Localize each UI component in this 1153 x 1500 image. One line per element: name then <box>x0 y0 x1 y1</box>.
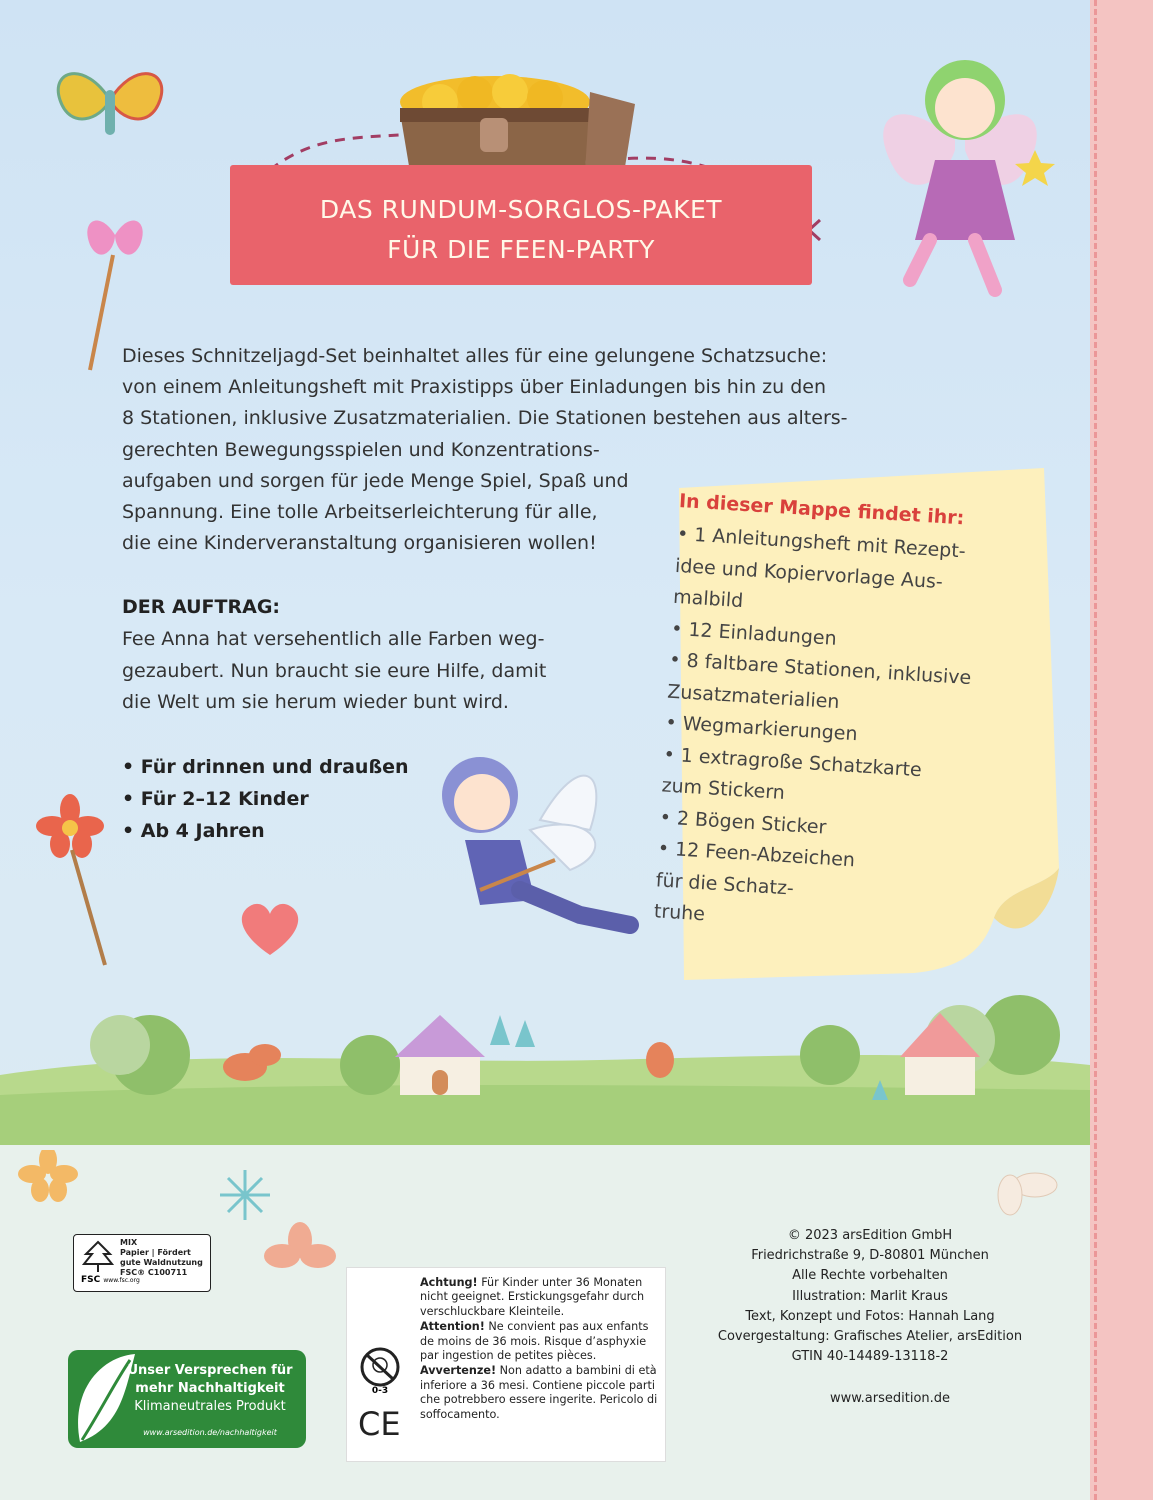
mission-heading: DER AUFTRAG: <box>122 596 281 618</box>
fsc-site: www.fsc.org <box>103 1277 140 1284</box>
fsc-code: FSC® C100711 <box>120 1268 188 1277</box>
banner-title <box>230 190 812 270</box>
imprint-line: Friedrichstraße 9, D-80801 München <box>751 1248 989 1264</box>
fact-item: • Ab 4 Jahren <box>122 820 265 842</box>
warning-it-body: Non adatto a bambini di età inferiore a 36 mesi. Contiene piccole parti che potrebbero essere ingerite. Pericolo di soffocamento. <box>420 1364 658 1421</box>
publisher-website: www.arsedition.de <box>829 1391 951 1406</box>
fsc-line2: gute Waldnutzung <box>120 1258 203 1267</box>
warning-de-body: Für Kinder unter 36 Monaten nicht geeignet. Erstickungsgefahr durch verschluckbare Kleinteile. <box>420 1276 645 1318</box>
book-spine <box>1090 0 1153 1500</box>
note-item: truhe <box>653 900 706 926</box>
warning-it-head: Avvertenze! <box>420 1364 497 1378</box>
fsc-label-text: FSC <box>81 1275 101 1285</box>
banner-title-line-2: FÜR DIE FEEN-PARTY <box>387 235 655 264</box>
flower-wand-illustration <box>30 790 120 970</box>
warning-fr <box>420 1320 660 1363</box>
intro-line: Dieses Schnitzeljagd-Set beinhaltet alles für eine gelungene Schatzsuche: <box>122 345 828 367</box>
note-title: In dieser Mappe findet ihr: <box>678 489 965 530</box>
note-content <box>653 486 1049 950</box>
treasure-chest-illustration <box>390 72 640 177</box>
fsc-mix-text <box>120 1238 208 1278</box>
warning-text <box>420 1276 660 1423</box>
ce-label: CE <box>358 1405 401 1441</box>
note-item: malbild <box>672 585 744 613</box>
note-item: • Wegmarkierungen <box>664 711 859 746</box>
warning-fr-body: Ne convient pas aux enfants de moins de 36 mois. Risque d’asphyxie par ingestion de petites pièces. <box>420 1320 649 1363</box>
fsc-mix: MIX <box>120 1238 138 1247</box>
warning-de-head: Achtung! <box>420 1276 478 1289</box>
note-item: Zusatzmaterialien <box>666 680 841 713</box>
eco-line1: Unser Versprechen für <box>127 1363 293 1378</box>
fact-item: • Für drinnen und draußen <box>122 756 409 778</box>
intro-line: von einem Anleitungsheft mit Praxistipps über Einladungen bis hin zu den <box>122 376 827 399</box>
fsc-label <box>81 1275 140 1285</box>
note-item: • 12 Feen-Abzeichen <box>657 837 856 872</box>
banner-title-line-1: DAS RUNDUM-SORGLOS-PAKET <box>319 195 723 224</box>
note-item: idee und Kopiervorlage Aus- <box>674 554 944 593</box>
ce-mark-icon <box>356 1405 406 1441</box>
meadow-landscape-illustration <box>0 985 1090 1145</box>
warning-fr-head: Attention! <box>420 1320 485 1334</box>
warning-it <box>420 1364 660 1422</box>
sustainability-text <box>120 1362 300 1416</box>
mission-line: gezaubert. Nun braucht sie eure Hilfe, damit <box>122 659 547 682</box>
warning-de <box>420 1276 660 1319</box>
note-item: für die Schatz- <box>655 868 795 900</box>
fsc-line1: Papier | Fördert <box>120 1248 191 1257</box>
imprint-line: GTIN 40-14489-13118-2 <box>791 1349 949 1365</box>
note-item: • 1 Anleitungsheft mit Rezept- <box>676 522 967 563</box>
mission-line: Fee Anna hat versehentlich alle Farben weg- <box>122 628 545 650</box>
imprint-line: Covergestaltung: Grafisches Atelier, arsEdition <box>717 1329 1023 1345</box>
note-item: • 1 extragroße Schatzkarte <box>662 743 923 781</box>
imprint <box>710 1226 1030 1367</box>
imprint-line: © 2023 arsEdition GmbH <box>787 1228 953 1243</box>
intro-line: die eine Kinderveranstaltung organisieren wollen! <box>122 532 597 555</box>
imprint-line: Alle Rechte vorbehalten <box>792 1268 948 1284</box>
facts-list <box>122 751 409 847</box>
age-restriction-icon <box>355 1345 405 1395</box>
fairy-anna-illustration <box>855 30 1060 300</box>
note-item: • 12 Einladungen <box>670 617 838 650</box>
note-item: zum Stickern <box>661 774 786 804</box>
age-label: 0-3 <box>371 1386 389 1395</box>
note-item: • 8 faltbare Stationen, inklusive <box>668 648 972 690</box>
intro-line: aufgaben und sorgen für jede Menge Spiel, Spaß und <box>122 469 629 492</box>
fact-item: • Für 2–12 Kinder <box>122 788 309 810</box>
mission-text <box>122 624 642 719</box>
intro-line: 8 Stationen, inklusive Zusatzmaterialien. Die Stationen bestehen aus alters- <box>122 407 848 430</box>
fairy-boy-illustration <box>420 740 660 960</box>
note-item: • 2 Bögen Sticker <box>659 805 828 839</box>
imprint-line: Text, Konzept und Fotos: Hannah Lang <box>745 1308 995 1324</box>
intro-line: Spannung. Eine tolle Arbeitserleichterung für alle, <box>122 501 598 524</box>
intro-line: gerechten Bewegungsspielen und Konzentrations- <box>122 438 600 461</box>
tree-icon <box>80 1240 116 1274</box>
eco-line3: Klimaneutrales Produkt <box>134 1399 286 1414</box>
note-list <box>653 519 1047 950</box>
sustainability-url: www.arsedition.de/nachhaltigkeit <box>143 1428 277 1437</box>
imprint-line: Illustration: Marlit Kraus <box>792 1288 948 1304</box>
spine-stitching <box>1094 0 1097 1500</box>
eco-line2: mehr Nachhaltigkeit <box>135 1381 285 1396</box>
butterfly-illustration <box>45 50 175 150</box>
mission-line: die Welt um sie herum wieder bunt wird. <box>122 691 509 713</box>
heart-illustration <box>235 900 305 960</box>
